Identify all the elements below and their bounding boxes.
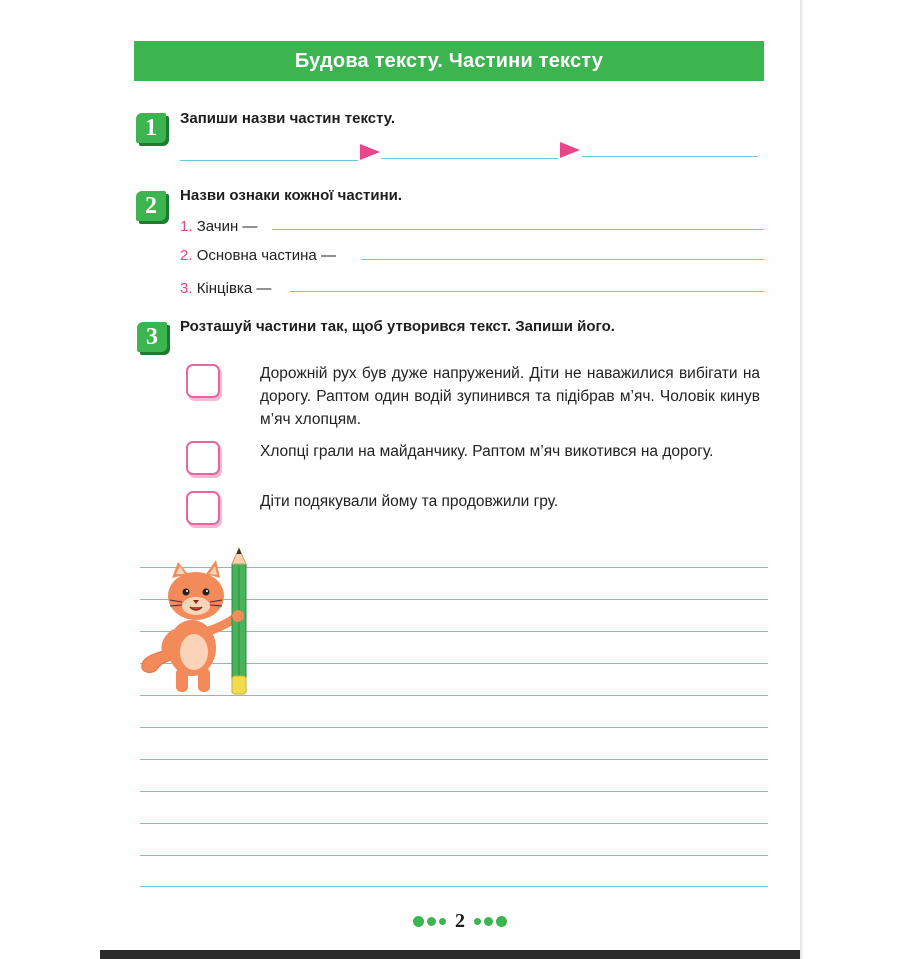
part-label: Кінцівка — <box>196 280 272 297</box>
page-title: Будова тексту. Частини тексту <box>134 41 764 81</box>
part-number: 3. <box>180 280 193 297</box>
task-2-number: 2 <box>136 191 166 221</box>
part-item-main <box>180 247 336 264</box>
page-number: 2 <box>455 909 465 932</box>
writing-line[interactable] <box>140 727 768 728</box>
answer-line-main[interactable] <box>361 259 764 260</box>
part-label: Зачин — <box>196 218 258 235</box>
writing-line[interactable] <box>140 823 768 824</box>
workbook-page <box>100 0 800 959</box>
answer-line-intro[interactable] <box>272 229 764 230</box>
task-3-number: 3 <box>137 322 167 352</box>
writing-line[interactable] <box>140 886 768 887</box>
dot-icon <box>413 916 424 927</box>
task-3-text: Розташуй частини так, щоб утворився текст. Запиши його. <box>180 318 615 335</box>
paragraph-1: Дорожній рух був дуже напружений. Діти не наважилися вибігати на дорогу. Раптом один водій зупинився та підібрав м’яч. Чоловік кинув м’яч хлопцям. <box>260 365 760 428</box>
part-number: 1. <box>180 218 193 235</box>
writing-line[interactable] <box>140 759 768 760</box>
dot-icon <box>484 917 493 926</box>
order-box-1[interactable] <box>186 364 220 398</box>
dot-icon <box>427 917 436 926</box>
answer-line-part-3[interactable] <box>582 156 758 157</box>
order-box-3[interactable] <box>186 491 220 525</box>
cat-with-pencil-illustration <box>134 540 264 705</box>
arrow-right-icon <box>560 142 580 158</box>
writing-line[interactable] <box>140 855 768 856</box>
part-number: 2. <box>180 247 193 264</box>
answer-line-part-1[interactable] <box>180 160 358 161</box>
task-2-text: Назви ознаки кожної частини. <box>180 187 403 204</box>
page-bottom-edge <box>100 950 800 959</box>
part-item-ending <box>180 280 271 297</box>
part-item-intro <box>180 218 257 235</box>
answer-line-part-2[interactable] <box>381 158 558 159</box>
dot-icon <box>496 916 507 927</box>
dot-icon <box>439 918 446 925</box>
order-box-2[interactable] <box>186 441 220 475</box>
dot-icon <box>474 918 481 925</box>
task-1-number: 1 <box>136 113 166 143</box>
paragraph-2: Хлопці грали на майданчику. Раптом м’яч викотився на дорогу. <box>260 443 714 460</box>
arrow-right-icon <box>360 144 380 160</box>
page-footer <box>400 908 520 934</box>
task-1-text: Запиши назви частин тексту. <box>180 110 396 127</box>
writing-line[interactable] <box>140 791 768 792</box>
part-label: Основна частина — <box>196 247 336 264</box>
paragraph-3: Діти подякували йому та продовжили гру. <box>260 493 559 510</box>
answer-line-ending[interactable] <box>290 291 764 292</box>
